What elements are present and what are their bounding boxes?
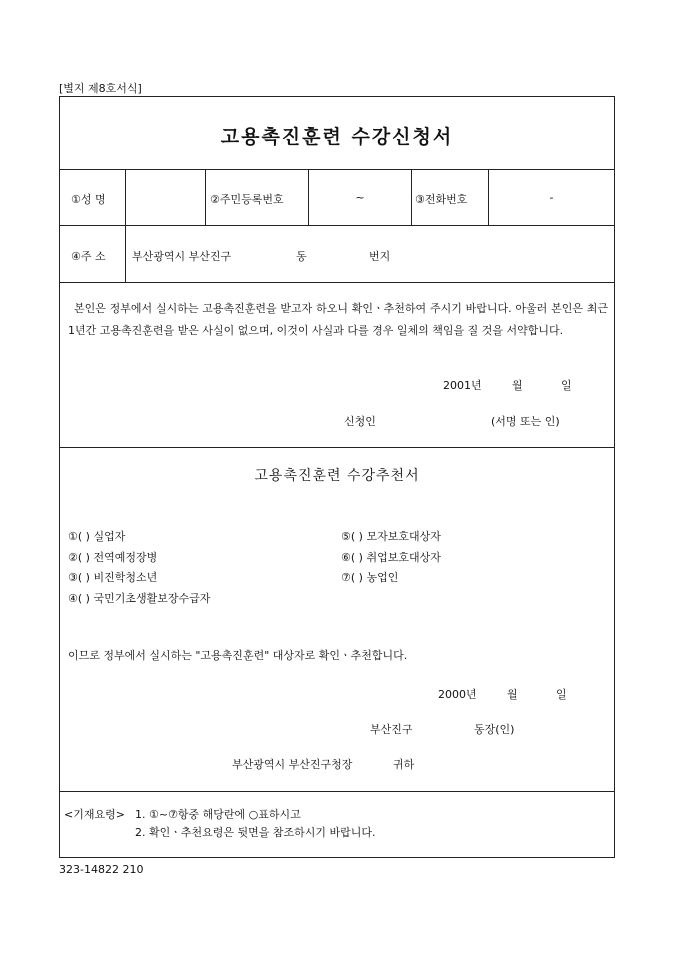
addressee-suffix: 귀하 [393, 758, 415, 771]
office-label: 부산진구 [370, 723, 413, 736]
notes-line-1: 1. ①~⑦항중 해당란에 ○표하시고 [135, 808, 301, 821]
address-dong[interactable]: 동 [296, 250, 307, 263]
rrn-label: ②주민등록번호 [210, 193, 284, 206]
category-item[interactable]: ③( ) 비진학청소년 [68, 571, 158, 584]
address-city: 부산광역시 부산진구 [132, 250, 232, 263]
category-item[interactable]: ①( ) 실업자 [68, 530, 126, 543]
category-list-right [341, 527, 441, 589]
rule-after-title [60, 169, 614, 170]
addressee: 부산광역시 부산진구청장 [232, 758, 353, 771]
rule-before-notes [60, 791, 614, 792]
recommendation-title: 고용촉진훈련 수강추천서 [254, 468, 420, 484]
form-title: 고용촉진훈련 수강신청서 [220, 126, 454, 148]
notes-line-2: 2. 확인ㆍ추천요령은 뒷면을 참조하시기 바랍니다. [135, 826, 376, 839]
category-item[interactable]: ⑦( ) 농업인 [341, 571, 399, 584]
rule-after-declaration [60, 447, 614, 448]
rrn-field[interactable]: ~ [355, 191, 365, 204]
recommendation-month[interactable]: 월 [507, 688, 518, 701]
application-form [59, 96, 615, 858]
category-item[interactable]: ④( ) 국민기초생활보장수급자 [68, 591, 211, 605]
category-item[interactable]: ⑤( ) 모자보호대상자 [341, 530, 441, 543]
confirm-text: 이므로 정부에서 실시하는 "고용촉진훈련" 대상자로 확인ㆍ추천합니다. [68, 649, 408, 662]
col-divider-1 [125, 169, 126, 225]
rule-after-row1 [60, 225, 614, 226]
category-item[interactable]: ⑥( ) 취업보호대상자 [341, 550, 441, 564]
phone-label: ③전화번호 [415, 193, 468, 206]
category-item[interactable]: ②( ) 전역예정장병 [68, 550, 158, 564]
col-divider-2 [205, 169, 206, 225]
rule-after-address [60, 282, 614, 283]
name-label: ①성 명 [71, 193, 106, 206]
phone-field[interactable]: - [549, 191, 554, 204]
declaration-day[interactable]: 일 [561, 379, 572, 392]
declaration-month[interactable]: 월 [512, 379, 523, 392]
recommendation-year[interactable]: 2000년 [438, 688, 477, 701]
chief-label[interactable]: 동장(인) [474, 723, 515, 736]
applicant-label: 신청인 [344, 415, 376, 428]
recommendation-day[interactable]: 일 [556, 688, 567, 701]
col-divider-4 [411, 169, 412, 225]
header-label: [별지 제8호서식] [59, 82, 142, 95]
notes-label: <기재요령> [64, 808, 125, 821]
address-divider [125, 225, 126, 282]
address-label: ④주 소 [71, 250, 106, 263]
footer-code: 323-14822 210 [59, 863, 144, 876]
address-bunji[interactable]: 번지 [369, 250, 391, 263]
declaration-year[interactable]: 2001년 [443, 379, 482, 392]
signature-label[interactable]: (서명 또는 인) [491, 415, 560, 428]
declaration-text: 본인은 정부에서 실시하는 고용촉진훈련을 받고자 하오니 확인ㆍ추천하여 주시기 바랍니다. 아울러 본인은 최근 1년간 고용촉진훈련을 받은 사실이 없으며, 이것이 사실과 다를 경우 일체의 책임을 질 것을 서약합니다. [68, 302, 608, 337]
category-list-left [68, 527, 210, 609]
